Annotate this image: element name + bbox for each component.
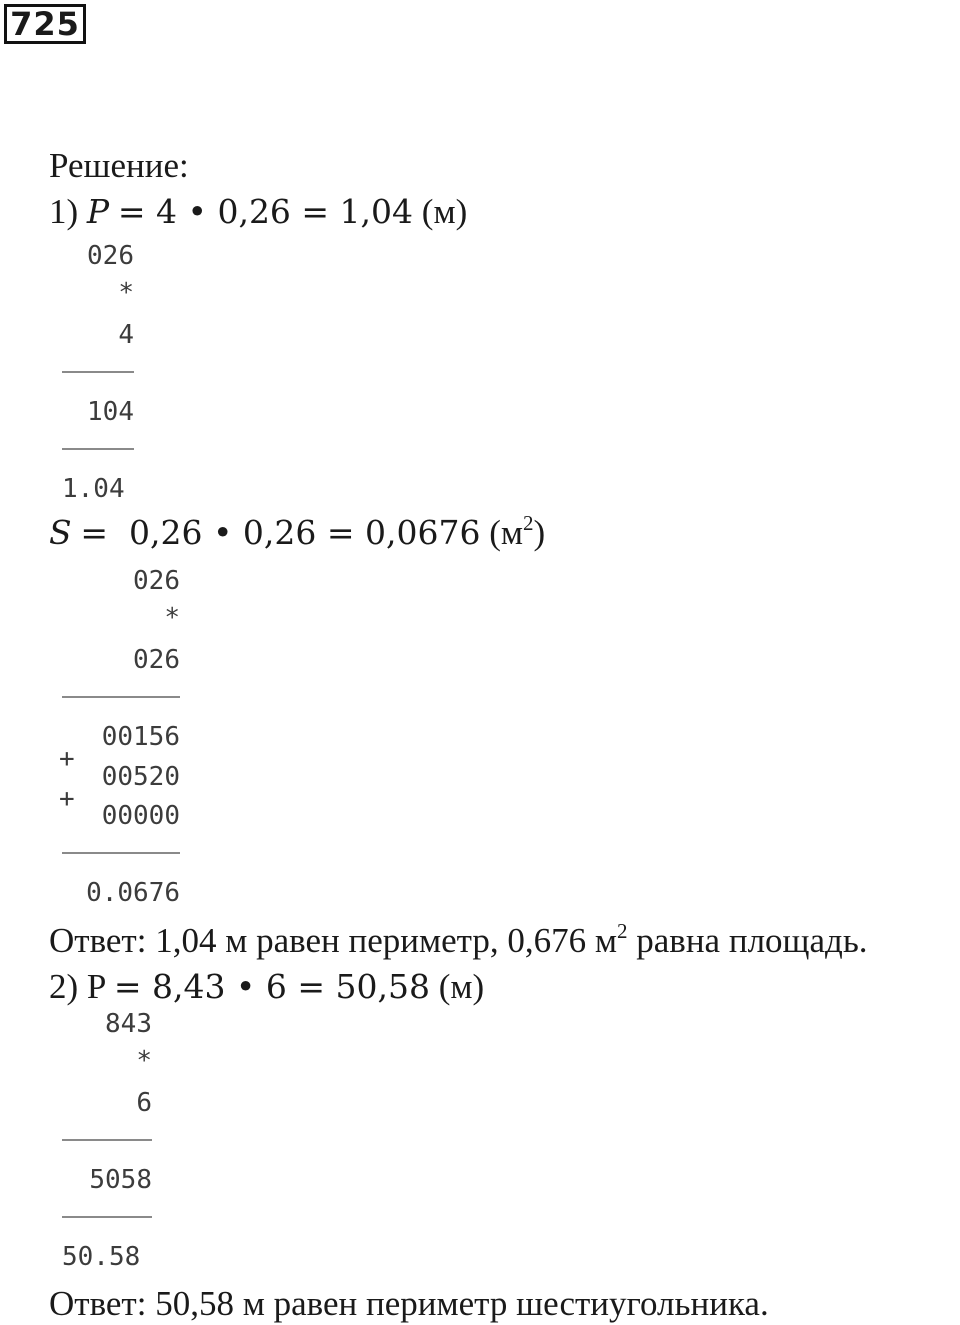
calc2-multiplier: 026 [133, 645, 180, 675]
calc3-multiplicand: 843 [105, 1009, 152, 1039]
part1-area-line [49, 513, 545, 553]
calc2-multiplicand: 026 [133, 566, 180, 596]
answer-1-exponent: 2 [617, 919, 628, 943]
calc2-partial-1: 00156 [101, 722, 180, 752]
calc2-operator: * [164, 603, 180, 633]
calc3-product: 5058 [89, 1165, 152, 1195]
problem-number: 725 [4, 4, 86, 44]
calc2-partial-2: 00520 [101, 762, 180, 792]
part1-prefix: 1) [49, 192, 79, 231]
answer-1-text-b: равна площадь. [627, 921, 868, 960]
calc1-operator: * [118, 278, 134, 308]
area-unit-close: ) [533, 513, 546, 552]
part2-unit: (м) [438, 967, 485, 1006]
answer-1-text-a: Ответ: 1,04 м равен периметр, 0,676 м [49, 921, 618, 960]
calc1-rule [62, 371, 134, 373]
solution-label: Решение: [49, 146, 189, 185]
part1-unit: (м) [421, 192, 468, 231]
calc2-partial-3: 00000 [101, 801, 180, 831]
part1-expression: = 4 • 0,26 = 1,04 [117, 192, 414, 231]
calc1-result: 1.04 [62, 474, 125, 504]
area-unit-open: (м [489, 513, 524, 552]
part2-expression: = 8,43 • 6 = 50,58 [113, 967, 430, 1006]
area-unit [489, 513, 545, 552]
calc3-rule-2 [62, 1216, 152, 1218]
part1-variable: P [86, 192, 110, 231]
area-unit-exponent: 2 [523, 511, 534, 535]
answer-2: Ответ: 50,58 м равен периметр шестиугольника. [49, 1284, 769, 1323]
calc1-multiplicand: 026 [87, 241, 134, 271]
part2-prefix: 2) P [49, 967, 106, 1006]
calc2-plus-2: + [59, 784, 75, 814]
part1-perimeter-line [49, 192, 467, 232]
calc2-plus-1: + [59, 744, 75, 774]
calc3-rule [62, 1139, 152, 1141]
calc3-multiplier: 6 [136, 1088, 152, 1118]
calc1-rule-2 [62, 448, 134, 450]
calc1-product: 104 [87, 397, 134, 427]
area-expression: = 0,26 • 0,26 = 0,0676 [80, 513, 481, 552]
calc2-result: 0.0676 [86, 878, 180, 908]
calc2-rule-2 [62, 852, 180, 854]
calc2-rule [62, 696, 180, 698]
calc1-multiplier: 4 [118, 320, 134, 350]
calc3-operator: * [136, 1046, 152, 1076]
part2-perimeter-line [49, 967, 484, 1007]
answer-1 [49, 921, 868, 961]
area-variable: S [49, 513, 72, 552]
calc3-result: 50.58 [62, 1242, 141, 1272]
